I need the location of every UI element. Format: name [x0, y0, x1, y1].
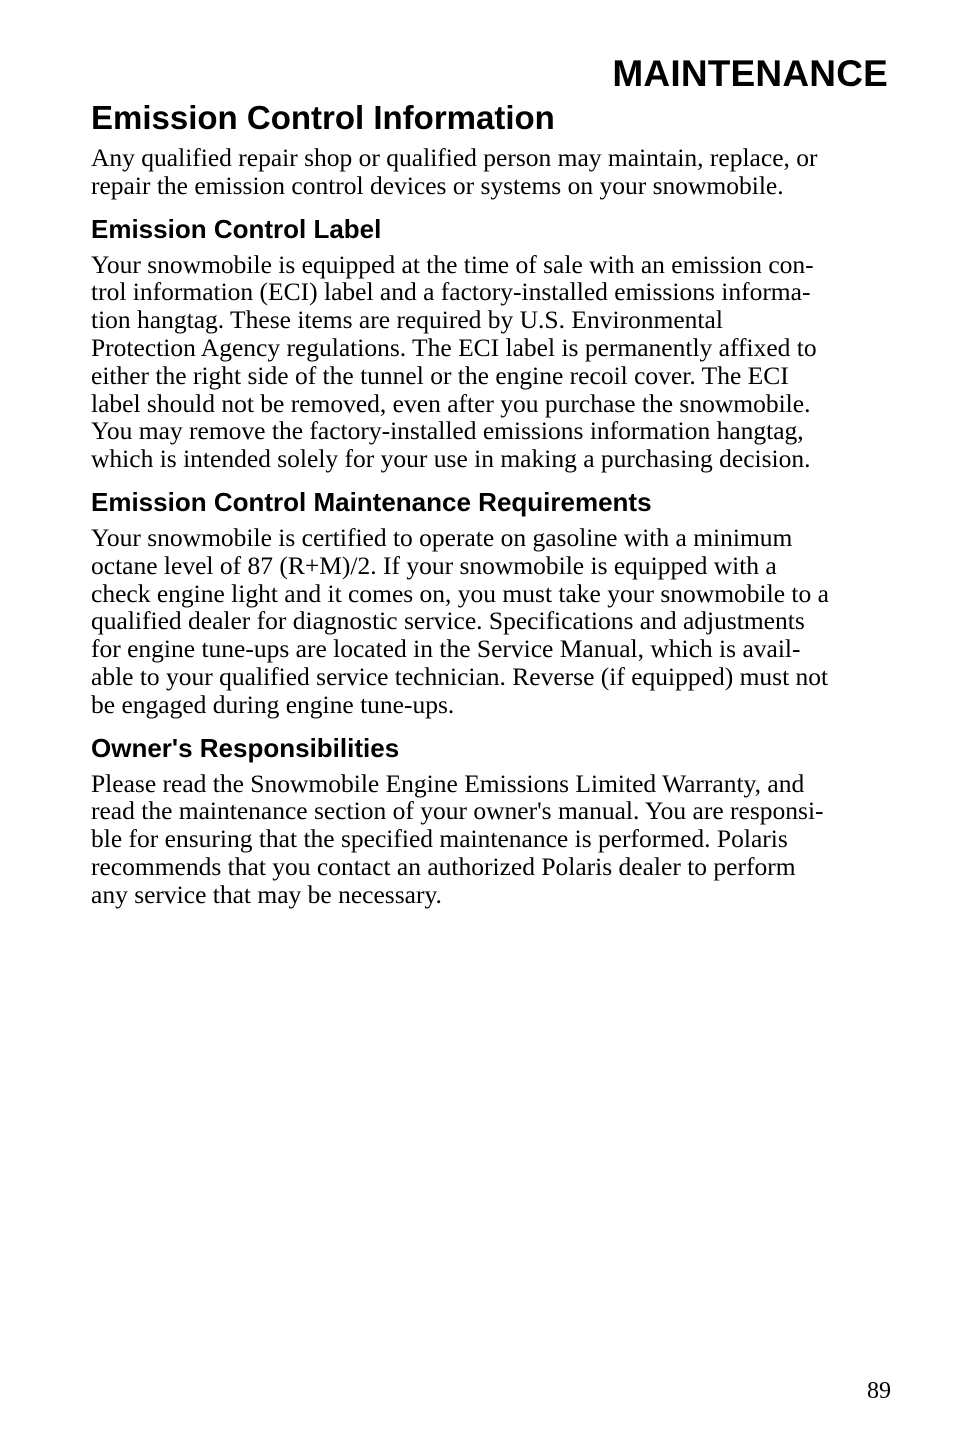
paragraph-line: Please read the Snowmobile Engine Emissions Limited Warranty, and [91, 768, 805, 798]
paragraph-line: octane level of 87 (R+M)/2. If your snowmobile is equipped with a [91, 550, 777, 580]
paragraph-line: read the maintenance section of your owner's manual. You are responsi- [91, 796, 824, 826]
paragraph-line: Protection Agency regulations. The ECI label is permanently affixed to [91, 332, 817, 362]
emission-control-label-paragraph [91, 251, 891, 473]
manual-page [91, 0, 891, 1454]
paragraph-line: label should not be removed, even after you purchase the snowmobile. [91, 388, 811, 418]
intro-paragraph [91, 144, 891, 200]
paragraph-line: any service that may be necessary. [91, 879, 442, 909]
paragraph-line: tion hangtag. These items are required by U.S. Environmental [91, 305, 723, 335]
paragraph-line: Your snowmobile is certified to operate on gasoline with a minimum [91, 522, 793, 552]
paragraph-line: recommends that you contact an authorized Polaris dealer to perform [91, 851, 796, 881]
owners-responsibilities-paragraph [91, 770, 891, 909]
subsection-title-maintenance-requirements: Emission Control Maintenance Requirements [91, 486, 652, 517]
subsection-title-owners-responsibilities: Owner's Responsibilities [91, 732, 400, 763]
maintenance-requirements-paragraph [91, 524, 891, 719]
paragraph-line: either the right side of the tunnel or the engine recoil cover. The ECI [91, 360, 789, 390]
paragraph-line: repair the emission control devices or systems on your snowmobile. [91, 170, 784, 200]
page-number: 89 [867, 1378, 891, 1404]
paragraph-line: Your snowmobile is equipped at the time of sale with an emission con- [91, 249, 814, 279]
paragraph-line: ble for ensuring that the specified maintenance is performed. Polaris [91, 824, 788, 854]
section-title: Emission Control Information [91, 99, 555, 136]
paragraph-line: for engine tune-ups are located in the Service Manual, which is avail- [91, 634, 801, 664]
chapter-title: MAINTENANCE [612, 53, 888, 94]
paragraph-line: Any qualified repair shop or qualified person may maintain, replace, or [91, 143, 818, 172]
paragraph-line: which is intended solely for your use in making a purchasing decision. [91, 444, 811, 474]
paragraph-line: be engaged during engine tune-ups. [91, 689, 455, 719]
paragraph-line: trol information (ECI) label and a factory-installed emissions informa- [91, 277, 811, 307]
subsection-title-emission-control-label: Emission Control Label [91, 213, 382, 244]
page-content [91, 96, 891, 909]
paragraph-line: You may remove the factory-installed emissions information hangtag, [91, 416, 804, 446]
paragraph-line: able to your qualified service technician. Reverse (if equipped) must not [91, 661, 829, 691]
paragraph-line: qualified dealer for diagnostic service. Specifications and adjustments [91, 606, 805, 636]
paragraph-line: check engine light and it comes on, you must take your snowmobile to a [91, 578, 829, 608]
